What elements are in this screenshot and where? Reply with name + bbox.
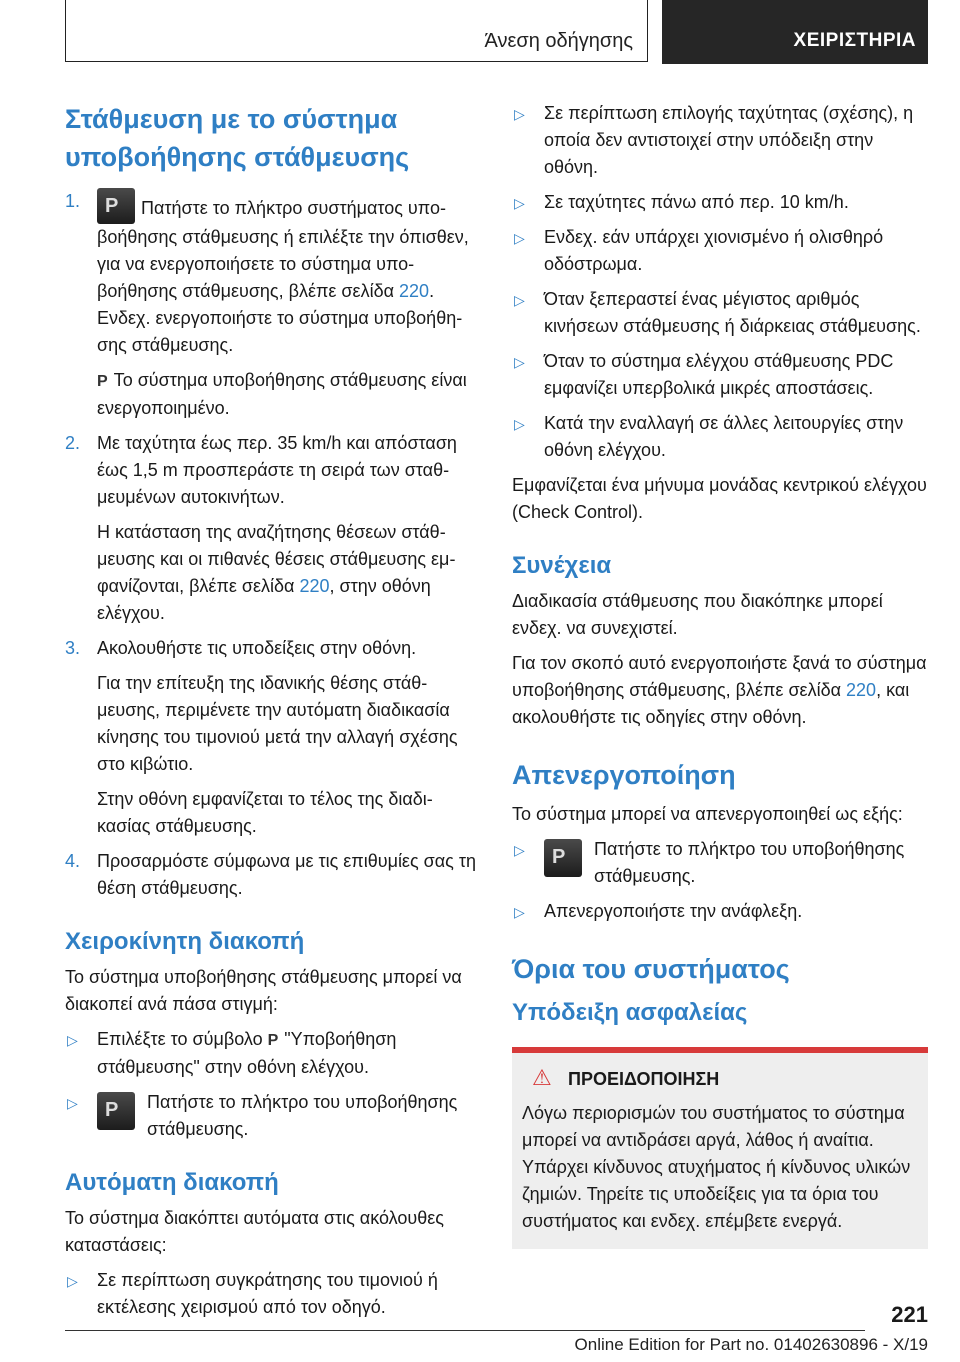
footer-divider	[65, 1330, 865, 1331]
section-heading: Στάθμευση με το σύστημα υποβοήθησης στάθμευσης	[65, 104, 410, 172]
auto-bullet-1: ▷ Σε περίπτωση συγκράτησης του τιμονιού ή εκτέλεσης χειρισμού από τον οδηγό.	[67, 1270, 438, 1317]
step-1-note: P Το σύστημα υποβοήθησης στάθμευσης είναι ενεργοποιημένο.	[97, 370, 467, 418]
limits-heading: Όρια του συστήματος	[512, 954, 790, 984]
chapter-title: ΧΕΙΡΙΣΤΗΡΙΑ	[793, 30, 916, 51]
page-number: 221	[891, 1302, 928, 1327]
safety-heading: Υπόδειξη ασφαλείας	[512, 999, 748, 1026]
manual-bullet-2: ▷ P Πατήστε το πλήκτρο του υποβοήθησης στάθμευσης.	[65, 1089, 480, 1143]
page-link[interactable]: 220	[299, 576, 330, 596]
page-link[interactable]: 220	[846, 680, 877, 700]
auto-bullet-7: ▷ Κατά την εναλλαγή σε άλλες λειτουργίες στην οθόνη ελέγχου.	[514, 413, 904, 460]
warning-icon: ⚠	[532, 1065, 552, 1090]
step-4: 4. Προσαρμόστε σύμφωνα με τις επιθυμίες σας τη θέση στάθμευσης.	[65, 851, 476, 898]
auto-bullet-2: ▷ Σε περίπτωση επιλογής ταχύτητας (σχέσης), η οποία δεν αντιστοιχεί στην υπόδειξη στην οθόνη.	[514, 103, 914, 177]
triangle-bullet-icon: ▷	[514, 292, 525, 308]
deactivate-heading: Απενεργοποίηση	[512, 760, 736, 790]
warning-title: ⚠ ΠΡΟΕΙΔΟΠΟΙΗΣΗ	[532, 1065, 720, 1090]
triangle-bullet-icon: ▷	[514, 106, 525, 122]
step-1: 1. P Πατήστε το πλήκτρο συστήματος υποβοήθησης στάθμευσης ή επιλέξτε την όπισθεν, για να ενεργοποιήσετε το σύστημα υποβοήθησης στάθμευσης, βλέπε σελίδα 220. Ενδεχ. ενεργοποιήστε το σύστημα υποβοήθησης στάθμευσης.	[65, 188, 480, 359]
continue-heading: Συνέχεια	[512, 552, 612, 579]
page-link[interactable]: 220	[399, 281, 430, 301]
warning-text: Λόγω περιορισμών του συστήματος το σύστημα μπορεί να αντιδράσει αργά, λάθος ή αναίτια. Υπάρχει κίνδυνος ατυχήματος ή κίνδυνος υλικών ζημιών. Τηρείτε τις υποδείξεις για τα όρια του συστήματος και ενδεχ. επέμβετε ενεργά.	[522, 1103, 911, 1231]
triangle-bullet-icon: ▷	[67, 1032, 78, 1048]
page-header	[65, 0, 928, 64]
continue-text-2: Για τον σκοπό αυτό ενεργοποιήστε ξανά το σύστημα υποβοήθησης στάθμευσης, βλέπε σελίδα 220, και ακολουθήστε τις οδηγίες στην οθόνη.	[512, 653, 927, 727]
step-3-note-2: Στην οθόνη εμφανίζεται το τέλος της διαδικασίας στάθμευσης.	[97, 789, 433, 836]
left-column	[65, 100, 480, 1329]
step-3-note-1: Για την επίτευξη της ιδανικής θέσης στάθμευσης, περιμένετε την αυτόματη διαδικασία κίνησης του τιμονιού μετά την αλλαγή σχέσης στο κιβώτιο.	[97, 673, 458, 774]
step-2-note: Η κατάσταση της αναζήτησης θέσεων στάθμευσης και οι πιθανές θέσεις στάθμευσης εμφανίζονται, βλέπε σελίδα 220, στην οθόνη ελέγχου.	[97, 522, 456, 623]
check-control-text: Εμφανίζεται ένα μήνυμα μονάδας κεντρικού ελέγχου (Check Control).	[512, 475, 927, 522]
section-tab	[65, 0, 648, 62]
chapter-tab	[662, 0, 928, 64]
parking-assist-symbol-icon: P	[267, 1032, 279, 1049]
auto-bullet-6: ▷ Όταν το σύστημα ελέγχου στάθμευσης PDC εμφανίζει υπερβολικά μικρές αποστάσεις.	[514, 351, 894, 398]
right-column	[512, 100, 928, 1249]
auto-bullet-4: ▷ Ενδεχ. εάν υπάρχει χιονισμένο ή ολισθηρό οδόστρωμα.	[514, 227, 884, 274]
parking-assist-symbol-icon: P	[97, 373, 108, 390]
deactivate-bullet-2: ▷ Απενεργοποιήστε την ανάφλεξη.	[512, 898, 928, 925]
triangle-bullet-icon: ▷	[514, 904, 525, 920]
step-3: 3. Ακολουθήστε τις υποδείξεις στην οθόνη.	[65, 638, 417, 658]
manual-bullet-1: ▷ Επιλέξτε το σύμβολο P "Υποβοήθηση στάθμευσης" στην οθόνη ελέγχου.	[67, 1029, 397, 1077]
manual-stop-text: Το σύστημα υποβοήθησης στάθμευσης μπορεί να διακοπεί ανά πάσα στιγμή:	[65, 967, 462, 1014]
triangle-bullet-icon: ▷	[514, 842, 525, 858]
parking-assist-button-icon	[97, 1092, 135, 1130]
warning-box	[512, 1047, 928, 1249]
auto-bullet-3: ▷ Σε ταχύτητες πάνω από περ. 10 km/h.	[512, 189, 928, 216]
continue-text-1: Διαδικασία στάθμευσης που διακόπηκε μπορεί ενδεχ. να συνεχιστεί.	[512, 591, 883, 638]
footer-edition: Online Edition for Part no. 01402630896 - X/19	[574, 1335, 928, 1354]
triangle-bullet-icon: ▷	[514, 416, 525, 432]
triangle-bullet-icon: ▷	[67, 1095, 78, 1111]
manual-stop-heading: Χειροκίνητη διακοπή	[65, 928, 305, 955]
parking-assist-button-icon	[544, 839, 582, 877]
parking-assist-button-icon	[97, 188, 135, 224]
deactivate-bullet-1: ▷ P Πατήστε το πλήκτρο του υποβοήθησης στάθμευσης.	[512, 836, 928, 890]
step-2: 2. Με ταχύτητα έως περ. 35 km/h και απόσταση έως 1,5 m προσπεράστε τη σειρά των σταθμευμένων αυτοκινήτων.	[65, 433, 457, 507]
triangle-bullet-icon: ▷	[67, 1273, 78, 1289]
auto-bullet-5: ▷ Όταν ξεπεραστεί ένας μέγιστος αριθμός κινήσεων στάθμευσης ή διάρκειας στάθμευσης.	[514, 289, 921, 336]
auto-stop-text: Το σύστημα διακόπτει αυτόματα στις ακόλουθες καταστάσεις:	[65, 1208, 444, 1255]
auto-stop-heading: Αυτόματη διακοπή	[65, 1169, 279, 1196]
deactivate-text: Το σύστημα μπορεί να απενεργοποιηθεί ως εξής:	[512, 804, 903, 824]
triangle-bullet-icon: ▷	[514, 354, 525, 370]
section-title: Άνεση οδήγησης	[484, 30, 633, 52]
triangle-bullet-icon: ▷	[514, 230, 525, 246]
triangle-bullet-icon: ▷	[514, 195, 525, 211]
